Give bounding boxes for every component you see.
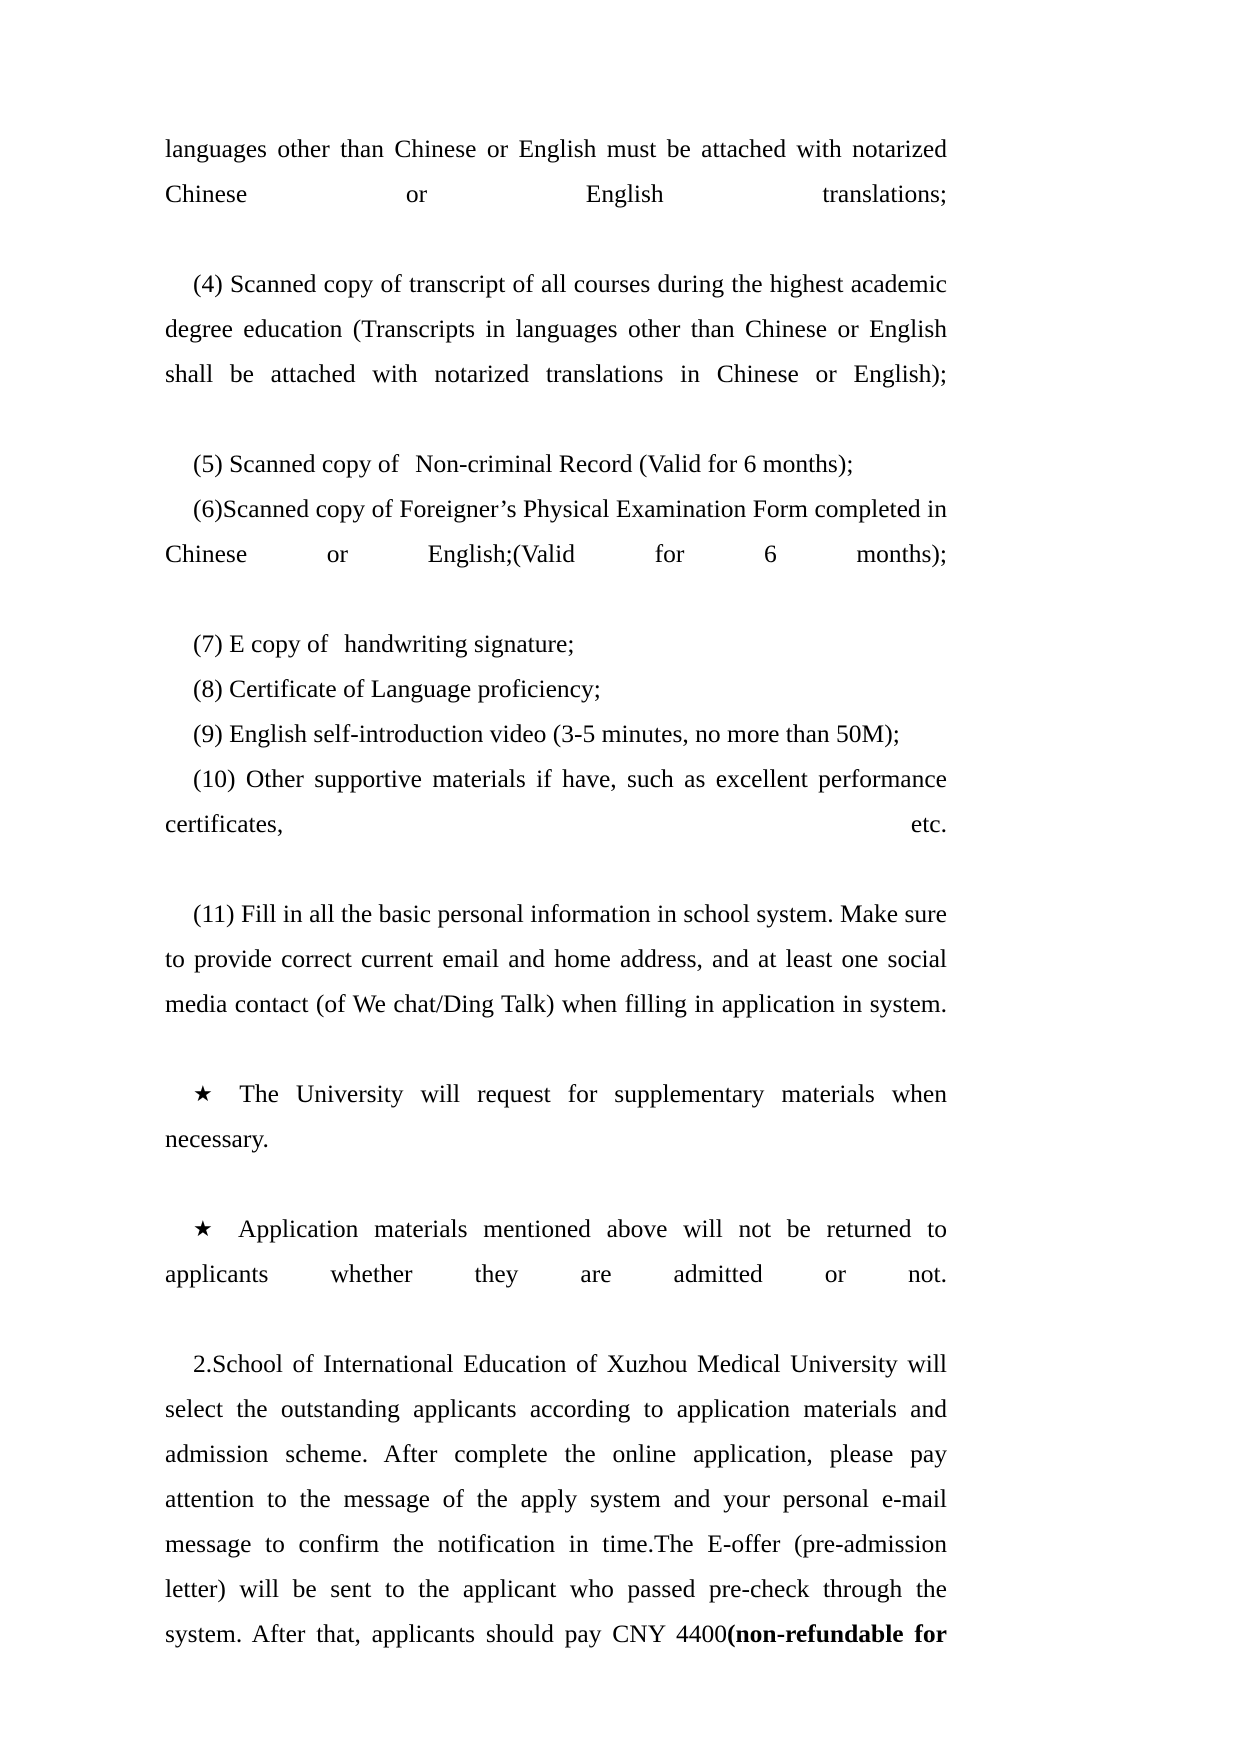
paragraph-item-8-language-certificate: (8) Certificate of Language proficiency; xyxy=(193,674,601,703)
item-7-text-after-gap: handwriting signature; xyxy=(344,629,575,658)
paragraph-star-note-supplementary-materials xyxy=(165,1071,947,1206)
paragraph-star-note-materials-not-returned xyxy=(165,1206,947,1341)
paragraph-item-11-basic-personal-information: (11) Fill in all the basic personal information in school system. Make sure to provide correct current email and home address, and at least one social media contact (of We chat/Ding Talk) when filling in application in system. xyxy=(165,899,947,1018)
item-5-text-after-gap: Non-criminal Record (Valid for 6 months); xyxy=(415,449,854,478)
star-bullet-icon: ★ xyxy=(193,1082,224,1107)
paragraph-item-6-physical-examination-form: (6)Scanned copy of Foreigner’s Physical Examination Form completed in Chinese or English;(Valid for 6 months); xyxy=(165,494,947,568)
star-note-2-text: Application materials mentioned above will not be returned to applicants whether they are admitted or not. xyxy=(165,1214,947,1288)
item-5-text-before-gap: (5) Scanned copy of xyxy=(193,449,400,478)
item-7-text-before-gap: (7) E copy of xyxy=(193,629,329,658)
paragraph-continuation-notarized-translations: languages other than Chinese or English must be attached with notarized Chinese or English translations; xyxy=(165,134,947,208)
paragraph-item-10-other-supportive-materials: (10) Other supportive materials if have, such as excellent performance certificates, etc. xyxy=(165,764,947,838)
paragraph-item-4-transcript: (4) Scanned copy of transcript of all courses during the highest academic degree education (Transcripts in languages other than Chinese or English shall be attached with notarized translations in Chinese or English); xyxy=(165,269,947,388)
star-note-1-text: The University will request for supplementary materials when necessary. xyxy=(165,1079,947,1153)
section-2-bold-text: (non-refundable for xyxy=(726,1619,947,1648)
paragraph-item-7-handwriting-signature xyxy=(165,621,947,666)
paragraph-item-5-non-criminal-record xyxy=(165,441,947,486)
section-2-plain-text: 2.School of International Education of Xuzhou Medical University will select the outstanding applicants according to application materials and admission scheme. After complete the online application, please pay attention to the message of the apply system and your personal e-mail message to confirm the notification in time.The E-offer (pre-admission letter) will be sent to the applicant who passed pre-check through the system. After that, applicants should pay CNY 4400 xyxy=(165,1349,947,1648)
document-text-body xyxy=(165,126,947,1701)
paragraph-item-9-self-introduction-video: (9) English self-introduction video (3-5 minutes, no more than 50M); xyxy=(193,719,900,748)
star-bullet-icon: ★ xyxy=(193,1217,223,1242)
paragraph-section-2-selection-and-payment xyxy=(165,1341,947,1701)
